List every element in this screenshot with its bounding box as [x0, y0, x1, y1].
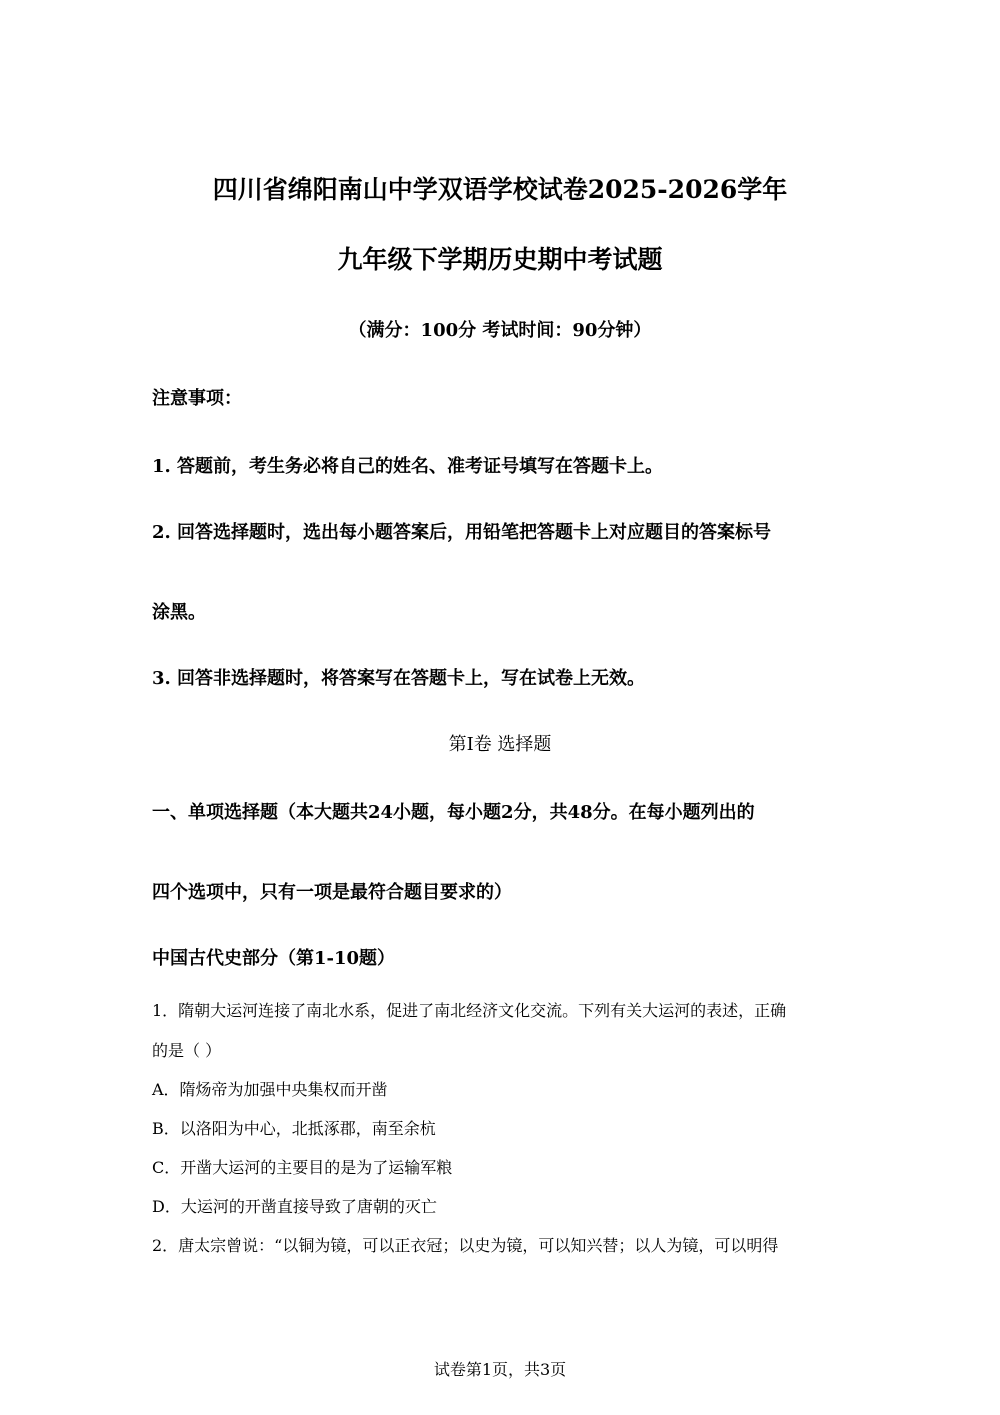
title-line-2: 九年级下学期历史期中考试题	[337, 245, 663, 274]
question-1-option-b: B．以洛阳为中心，北抵涿郡，南至余杭	[152, 1119, 436, 1138]
question-1-line-2: 的是（ ）	[152, 1041, 222, 1060]
question-1-option-a: A．隋炀帝为加强中央集权而开凿	[152, 1080, 388, 1099]
title-line-1: 四川省绵阳南山中学双语学校试卷2025-2026学年	[212, 175, 788, 204]
page-footer: 试卷第1页，共3页	[433, 1360, 567, 1379]
question-2-line-1: 2．唐太宗曾说：“以铜为镜，可以正衣冠；以史为镜，可以知兴替；以人为镜，可以明得	[152, 1236, 779, 1255]
part-heading-line-1: 一、单项选择题（本大题共24小题，每小题2分，共48分。在每小题列出的	[152, 802, 755, 823]
subpart-heading: 中国古代史部分（第1-10题）	[152, 948, 396, 969]
notice-heading: 注意事项：	[152, 388, 242, 409]
part-heading-line-2: 四个选项中，只有一项是最符合题目要求的）	[152, 882, 512, 903]
notice-item-3: 3. 回答非选择题时，将答案写在答题卡上，写在试卷上无效。	[152, 668, 646, 689]
exam-info: （满分：100分 考试时间：90分钟）	[348, 320, 652, 341]
question-1-option-d: D．大运河的开凿直接导致了唐朝的灭亡	[152, 1197, 437, 1216]
question-1-line-1: 1．隋朝大运河连接了南北水系，促进了南北经济文化交流。下列有关大运河的表述，正确	[152, 1001, 787, 1020]
question-1-option-c: C．开凿大运河的主要目的是为了运输军粮	[152, 1158, 453, 1177]
notice-item-2-line-2: 涂黑。	[152, 602, 206, 623]
volume-title: 第Ⅰ卷 选择题	[448, 734, 552, 755]
notice-item-2-line-1: 2. 回答选择题时，选出每小题答案后，用铅笔把答题卡上对应题目的答案标号	[152, 522, 772, 543]
notice-item-1: 1. 答题前，考生务必将自己的姓名、准考证号填写在答题卡上。	[152, 456, 664, 477]
